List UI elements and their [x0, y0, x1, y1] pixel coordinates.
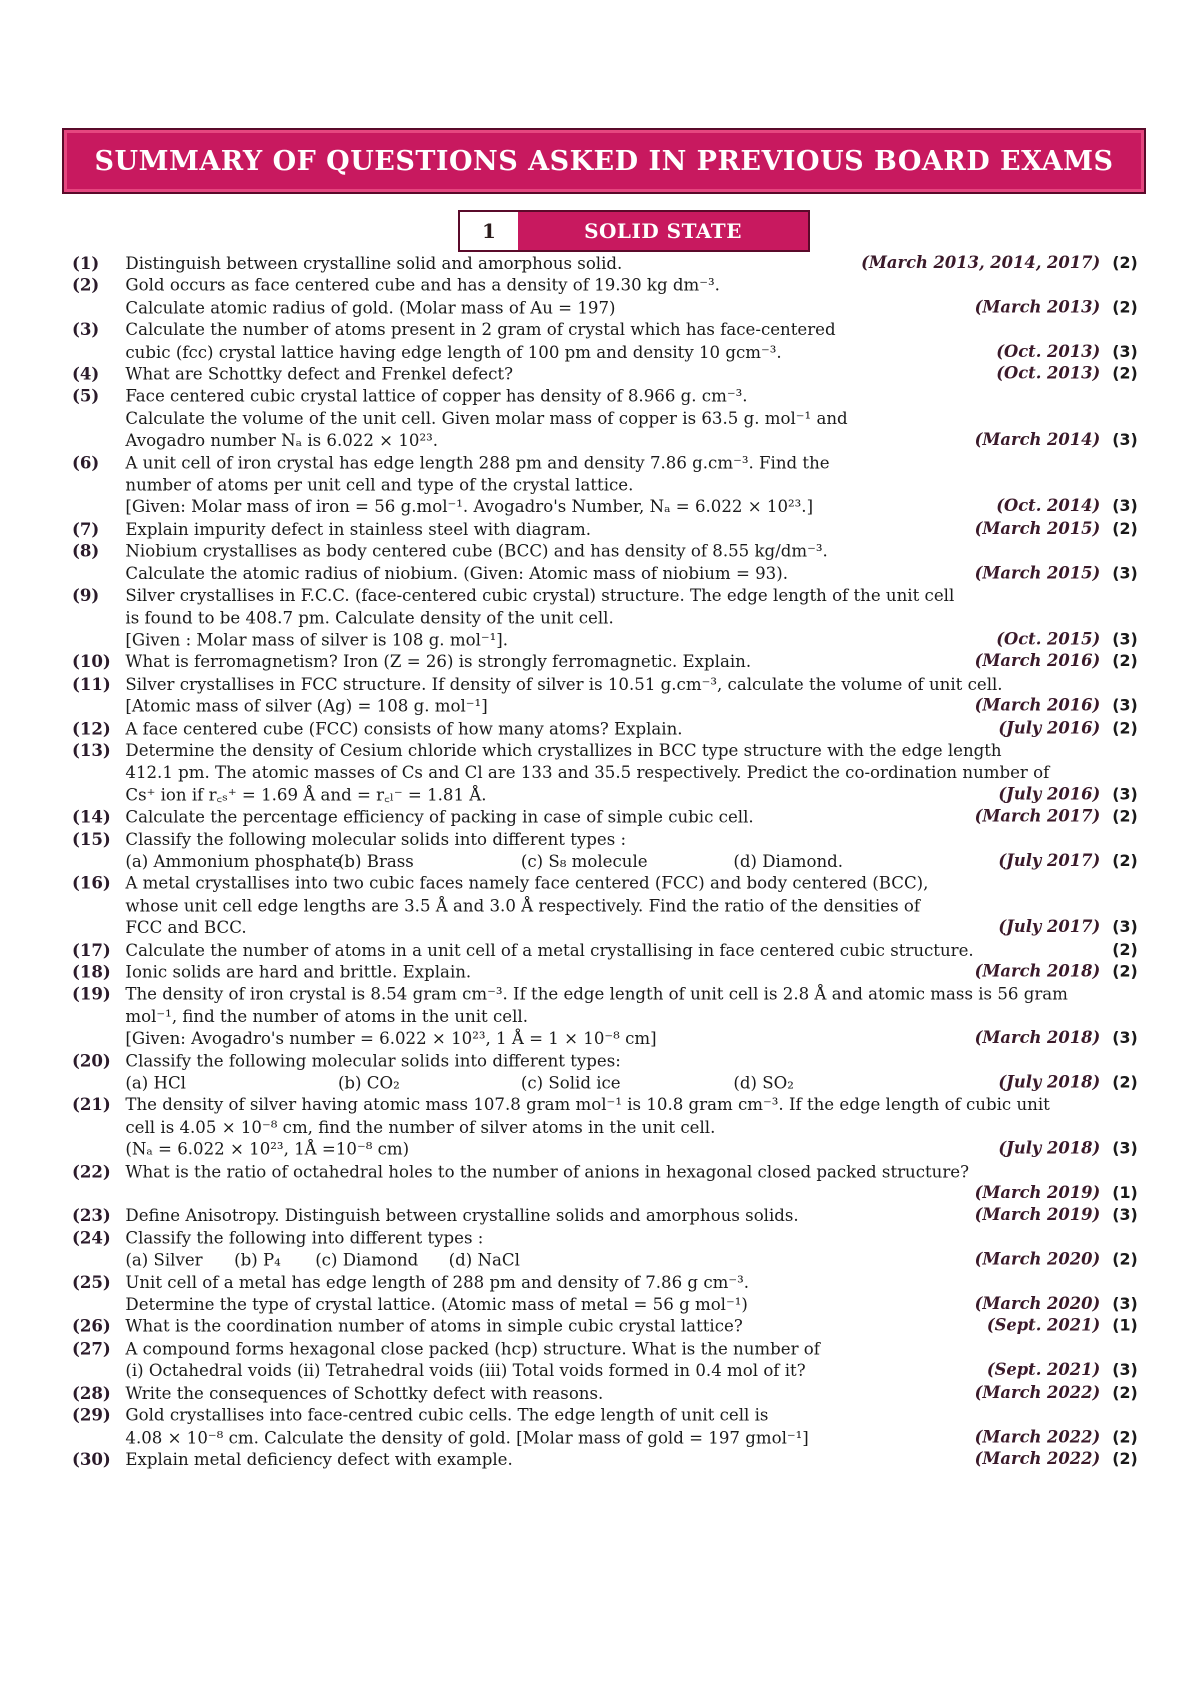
- exam-reference: (March 2022): [974, 1427, 1101, 1446]
- marks-badge: (2): [1112, 363, 1138, 383]
- question-number: (23): [72, 1205, 111, 1226]
- question-number: (29): [72, 1404, 111, 1425]
- question-text-line: number of atoms per unit cell and type of the crystal lattice.: [125, 474, 634, 495]
- exam-reference: (July 2016): [998, 718, 1101, 737]
- question-option: (d) SO₂: [733, 1072, 794, 1093]
- question-option: (a) Ammonium phosphate: [125, 851, 343, 871]
- question-item: [72, 318, 1138, 362]
- question-body: [125, 651, 1138, 673]
- question-text-line: Classify the following into different types :: [125, 1227, 484, 1248]
- question-text-line: is found to be 408.7 pm. Calculate density of the unit cell.: [125, 607, 614, 628]
- question-text-line: A metal crystallises into two cubic faces namely face centered (FCC) and body centered (BCC),: [125, 873, 929, 894]
- question-number: (27): [72, 1338, 111, 1359]
- marks-badge: (2): [1112, 651, 1138, 671]
- marks-badge: (2): [1112, 297, 1138, 317]
- question-text-line: Niobium crystallises as body centered cube (BCC) and has density of 8.55 kg/dm⁻³.: [125, 540, 828, 561]
- question-item: [72, 872, 1138, 938]
- exam-reference: (March 2013): [974, 297, 1101, 317]
- question-item: [72, 584, 1138, 650]
- question-option: (d) Diamond.: [733, 851, 844, 871]
- exam-reference: (July 2017): [998, 917, 1101, 937]
- question-text-line: Calculate atomic radius of gold. (Molar mass of Au = 197) (March 2013) (2): [125, 297, 1138, 318]
- exam-reference: (March 2020): [974, 1249, 1101, 1269]
- question-number: (17): [72, 939, 111, 960]
- question-item: [72, 1205, 1138, 1227]
- question-body: [125, 717, 1138, 739]
- question-text-line: Calculate the number of atoms in a unit cell of a metal crystallising in face centered cubic structure. (2): [125, 939, 1138, 960]
- question-number: (14): [72, 806, 111, 827]
- question-text-line: Gold occurs as face centered cube and has a density of 19.30 kg dm⁻³.: [125, 275, 720, 295]
- question-body: [125, 1315, 1138, 1337]
- question-item: [72, 961, 1138, 983]
- question-text-line: A compound forms hexagonal close packed (hcp) structure. What is the number of: [125, 1338, 820, 1359]
- marks-badge: (3): [1112, 1139, 1138, 1158]
- marks-badge: (3): [1112, 1205, 1138, 1225]
- exam-reference: (Oct. 2014): [996, 496, 1101, 516]
- question-item: [72, 1337, 1138, 1381]
- exam-reference: (March 2016): [974, 696, 1101, 715]
- question-item: [72, 385, 1138, 451]
- banner-title: SUMMARY OF QUESTIONS ASKED IN PREVIOUS BOARD EXAMS: [94, 145, 1114, 177]
- question-item: [72, 451, 1138, 517]
- exam-reference: (July 2017): [998, 851, 1101, 870]
- question-number: (30): [72, 1449, 111, 1469]
- exam-reference: (March 2016): [974, 651, 1101, 671]
- question-text-line: Explain impurity defect in stainless steel with diagram. (March 2015) (2): [125, 518, 1138, 539]
- question-item: [72, 518, 1138, 540]
- question-text-line: The density of silver having atomic mass 107.8 gram mol⁻¹ is 10.8 gram cm⁻³. If the edge length of cubic unit: [125, 1094, 1050, 1115]
- chapter-heading: [458, 210, 810, 252]
- question-number: (6): [72, 452, 100, 473]
- question-item: [72, 828, 1138, 872]
- question-text-line: What are Schottky defect and Frenkel defect? (Oct. 2013) (2): [125, 363, 1138, 384]
- question-body: [125, 518, 1138, 540]
- question-number: (18): [72, 961, 111, 982]
- marks-badge: (2): [1112, 1427, 1138, 1446]
- question-number: (28): [72, 1382, 111, 1403]
- question-number: (8): [72, 540, 100, 561]
- exam-reference: (March 2019): [974, 1205, 1101, 1225]
- question-text-line: Write the consequences of Schottky defect with reasons. (March 2022) (2): [125, 1382, 1138, 1403]
- question-text-line: Unit cell of a metal has edge length of 288 pm and density of 7.86 g cm⁻³.: [125, 1271, 750, 1292]
- question-text-line: Classify the following molecular solids into different types :: [125, 828, 627, 849]
- exam-reference: (Sept. 2021): [986, 1360, 1101, 1380]
- question-item: [72, 1271, 1138, 1315]
- question-body: [125, 983, 1138, 1049]
- question-body: [125, 961, 1138, 983]
- question-item: [72, 540, 1138, 584]
- question-item: [72, 274, 1138, 318]
- question-body: [125, 1404, 1138, 1448]
- question-item: [72, 1094, 1138, 1160]
- question-body: [125, 828, 1138, 872]
- question-option: (c) S₈ molecule: [520, 851, 648, 871]
- question-item: [72, 1315, 1138, 1337]
- exam-reference: (July 2016): [998, 784, 1101, 804]
- question-number: (22): [72, 1161, 111, 1181]
- marks-badge: (2): [1112, 851, 1138, 870]
- question-text-line: Classify the following molecular solids into different types:: [125, 1050, 621, 1071]
- marks-badge: (3): [1112, 430, 1138, 449]
- question-text-line: Avogadro number Nₐ is 6.022 × 10²³. (March 2014) (3): [125, 430, 1138, 450]
- question-text-line: Ionic solids are hard and brittle. Explain. (March 2018) (2): [125, 961, 1138, 982]
- question-item: [72, 1160, 1138, 1204]
- question-item: [72, 673, 1138, 717]
- question-text-line: 4.08 × 10⁻⁸ cm. Calculate the density of gold. [Molar mass of gold = 197 gmol⁻¹] (March 2022) (2): [125, 1427, 1138, 1447]
- page-banner: [62, 128, 1146, 194]
- question-text-line: [Atomic mass of silver (Ag) = 108 g. mol⁻¹] (March 2016) (3): [125, 696, 1138, 716]
- question-option: (b) P₄: [234, 1249, 281, 1270]
- question-text-line: A unit cell of iron crystal has edge length 288 pm and density 7.86 g.cm⁻³. Find the: [125, 452, 830, 473]
- marks-badge: (1): [1112, 1316, 1138, 1336]
- question-text-line: 412.1 pm. The atomic masses of Cs and Cl are 133 and 35.5 respectively. Predict the co-ordination number of: [125, 762, 1050, 783]
- question-number: (20): [72, 1050, 111, 1071]
- question-number: (13): [72, 740, 111, 761]
- question-text-line: cubic (fcc) crystal lattice having edge length of 100 pm and density 10 gcm⁻³. (Oct. 2013) (3): [125, 341, 1138, 362]
- question-text-line: [Given: Avogadro's number = 6.022 × 10²³, 1 Å = 1 × 10⁻⁸ cm] (March 2018) (3): [125, 1028, 1138, 1049]
- question-item: [72, 1049, 1138, 1093]
- question-text-line: Cs⁺ ion if r꜀ₛ⁺ = 1.69 Å and = r꜀ₗ⁻ = 1.81 Å. (July 2016) (3): [125, 784, 1138, 805]
- question-body: [125, 318, 1138, 362]
- question-body: [125, 739, 1138, 805]
- question-number: (7): [72, 518, 100, 539]
- question-text-line: FCC and BCC. (July 2017) (3): [125, 917, 1138, 938]
- question-body: [125, 939, 1138, 961]
- question-option: (d) NaCl: [448, 1249, 520, 1270]
- question-text-line: What is the coordination number of atoms in simple cubic crystal lattice? (Sept. 2021) (1): [125, 1316, 1138, 1337]
- exam-reference: (March 2017): [974, 806, 1101, 826]
- marks-badge: (3): [1112, 496, 1138, 516]
- question-number: (26): [72, 1316, 111, 1337]
- marks-badge: (1): [1112, 1183, 1138, 1203]
- question-text-line: Face centered cubic crystal lattice of copper has density of 8.966 g. cm⁻³.: [125, 385, 748, 406]
- marks-badge: (2): [1112, 806, 1138, 826]
- question-text-line: [Given: Molar mass of iron = 56 g.mol⁻¹. Avogadro's Number, Nₐ = 6.022 × 10²³.] (Oct. 2014) (3): [125, 496, 1138, 517]
- exam-reference: (March 2022): [974, 1382, 1101, 1402]
- question-number: (12): [72, 718, 111, 738]
- question-item: [72, 651, 1138, 673]
- question-text-line: What is the ratio of octahedral holes to the number of anions in hexagonal closed packed structure?: [125, 1161, 970, 1181]
- exam-reference: (March 2014): [974, 430, 1101, 449]
- question-body: [125, 363, 1138, 385]
- question-text-line: Calculate the volume of the unit cell. Given molar mass of copper is 63.5 g. mol⁻¹ and: [125, 408, 848, 428]
- marks-badge: (2): [1112, 718, 1138, 737]
- question-number: (21): [72, 1094, 111, 1115]
- question-option: (b) CO₂: [337, 1072, 400, 1093]
- question-option: (a) HCl: [125, 1072, 186, 1093]
- marks-badge: (3): [1112, 1294, 1138, 1313]
- question-number: (10): [72, 651, 111, 672]
- question-body: [125, 1049, 1138, 1093]
- marks-badge: (2): [1112, 1449, 1138, 1468]
- exam-reference: (July 2018): [998, 1139, 1101, 1158]
- marks-badge: (3): [1112, 917, 1138, 937]
- marks-badge: (2): [1112, 1249, 1138, 1269]
- question-number: (25): [72, 1271, 111, 1292]
- marks-badge: (2): [1112, 1382, 1138, 1402]
- question-text-line: A face centered cube (FCC) consists of how many atoms? Explain. (July 2016) (2): [125, 718, 1138, 738]
- question-item: [72, 1404, 1138, 1448]
- question-options: [125, 850, 1138, 872]
- exam-reference: (March 2013, 2014, 2017): [861, 252, 1101, 272]
- question-body: [125, 872, 1138, 938]
- question-body: [125, 1205, 1138, 1227]
- question-number: (3): [72, 319, 100, 340]
- question-text-line: Calculate the percentage efficiency of packing in case of simple cubic cell. (March 2017) (2): [125, 806, 1138, 827]
- question-body: [125, 806, 1138, 828]
- question-number: (9): [72, 585, 100, 606]
- exam-reference: (Sept. 2021): [986, 1316, 1101, 1336]
- marks-badge: (2): [1112, 518, 1138, 538]
- question-body: [125, 540, 1138, 584]
- question-body: [125, 1160, 1138, 1204]
- question-item: [72, 806, 1138, 828]
- question-option: (a) Silver: [125, 1249, 203, 1270]
- question-text-line: [Given : Molar mass of silver is 108 g. mol⁻¹]. (Oct. 2015) (3): [125, 629, 1138, 650]
- question-text-line: Calculate the atomic radius of niobium. (Given: Atomic mass of niobium = 93). (March 2015) (3): [125, 563, 1138, 583]
- question-text-line: Silver crystallises in FCC structure. If density of silver is 10.51 g.cm⁻³, calculate the volume of unit cell.: [125, 673, 1003, 694]
- question-text-line: What is ferromagnetism? Iron (Z = 26) is strongly ferromagnetic. Explain. (March 2016) (2): [125, 651, 1138, 672]
- question-body: [125, 451, 1138, 517]
- question-text-line: Distinguish between crystalline solid and amorphous solid. (March 2013, 2014, 2017) (2): [125, 252, 1138, 273]
- question-text-line: The density of iron crystal is 8.54 gram cm⁻³. If the edge length of unit cell is 2.8 Å and atomic mass is 56 gram: [125, 983, 1068, 1004]
- question-text-line: Gold crystallises into face-centred cubic cells. The edge length of unit cell is: [125, 1404, 769, 1425]
- question-options: [125, 1249, 1138, 1271]
- marks-badge: (3): [1112, 341, 1138, 361]
- question-text-line: [125, 1182, 1138, 1204]
- question-text-line: (Nₐ = 6.022 × 10²³, 1Å =10⁻⁸ cm) (July 2018) (3): [125, 1139, 1138, 1159]
- exam-reference: (March 2019): [974, 1183, 1101, 1203]
- marks-badge: (2): [1112, 1072, 1138, 1092]
- question-body: [125, 1094, 1138, 1160]
- question-number: (16): [72, 873, 111, 894]
- question-number: (5): [72, 385, 100, 406]
- question-text-line: cell is 4.05 × 10⁻⁸ cm, find the number of silver atoms in the unit cell.: [125, 1116, 716, 1137]
- question-number: (11): [72, 673, 111, 694]
- exam-reference: (March 2018): [974, 961, 1101, 981]
- question-item: [72, 739, 1138, 805]
- exam-reference: (Oct. 2013): [996, 341, 1101, 361]
- question-option: (c) Diamond: [315, 1249, 419, 1270]
- question-text-line: (i) Octahedral voids (ii) Tetrahedral voids (iii) Total voids formed in 0.4 mol of it? (Sept. 2021) (3): [125, 1360, 1138, 1381]
- question-item: [72, 983, 1138, 1049]
- question-option: (b) Brass: [337, 851, 414, 871]
- question-options: [125, 1072, 1138, 1094]
- question-text-line: Explain metal deficiency defect with example. (March 2022) (2): [125, 1449, 1138, 1469]
- question-body: [125, 252, 1138, 274]
- chapter-title: SOLID STATE: [518, 212, 808, 250]
- question-body: [125, 1227, 1138, 1271]
- question-text-line: whose unit cell edge lengths are 3.5 Å and 3.0 Å respectively. Find the ratio of the densities of: [125, 895, 920, 916]
- marks-badge: (2): [1112, 939, 1138, 959]
- question-list: [72, 252, 1138, 1470]
- question-text-line: Determine the type of crystal lattice. (Atomic mass of metal = 56 g mol⁻¹) (March 2020) (3): [125, 1294, 1138, 1314]
- question-text-line: mol⁻¹, find the number of atoms in the unit cell.: [125, 1006, 528, 1026]
- question-option: (c) Solid ice: [520, 1072, 621, 1093]
- question-number: (15): [72, 828, 111, 849]
- marks-badge: (3): [1112, 629, 1138, 649]
- chapter-number: 1: [460, 212, 518, 250]
- question-text-line: Determine the density of Cesium chloride which crystallizes in BCC type structure with the edge length: [125, 740, 1002, 761]
- marks-badge: (3): [1112, 563, 1138, 582]
- exam-reference: (March 2022): [974, 1449, 1101, 1468]
- question-item: [72, 1448, 1138, 1470]
- marks-badge: (2): [1112, 252, 1138, 272]
- marks-badge: (3): [1112, 696, 1138, 715]
- question-body: [125, 1337, 1138, 1381]
- question-item: [72, 939, 1138, 961]
- question-number: (19): [72, 983, 111, 1004]
- exam-reference: (Oct. 2015): [996, 629, 1101, 649]
- question-item: [72, 1382, 1138, 1404]
- question-item: [72, 717, 1138, 739]
- question-number: (24): [72, 1227, 111, 1248]
- question-number: (1): [72, 252, 100, 273]
- question-item: [72, 1227, 1138, 1271]
- question-text-line: Silver crystallises in F.C.C. (face-centered cubic crystal) structure. The edge length of the unit cell: [125, 585, 955, 606]
- exam-reference: (March 2020): [974, 1294, 1101, 1313]
- question-number: (2): [72, 275, 100, 295]
- question-body: [125, 274, 1138, 318]
- exam-reference: (March 2018): [974, 1028, 1101, 1048]
- marks-badge: (3): [1112, 1028, 1138, 1048]
- question-body: [125, 1382, 1138, 1404]
- question-text-line: Define Anisotropy. Distinguish between crystalline solids and amorphous solids. (March 2019) (3): [125, 1205, 1138, 1226]
- question-item: [72, 363, 1138, 385]
- question-body: [125, 385, 1138, 451]
- marks-badge: (3): [1112, 1360, 1138, 1380]
- question-text-line: Calculate the number of atoms present in 2 gram of crystal which has face-centered: [125, 319, 836, 340]
- question-body: [125, 1448, 1138, 1470]
- question-body: [125, 673, 1138, 717]
- exam-reference: (March 2015): [974, 563, 1101, 582]
- exam-reference: (Oct. 2013): [996, 363, 1101, 383]
- exam-reference: (July 2018): [998, 1072, 1101, 1092]
- question-body: [125, 1271, 1138, 1315]
- question-body: [125, 584, 1138, 650]
- marks-badge: (2): [1112, 961, 1138, 981]
- question-number: (4): [72, 363, 100, 384]
- exam-reference: (March 2015): [974, 518, 1101, 538]
- question-item: [72, 252, 1138, 274]
- marks-badge: (3): [1112, 784, 1138, 804]
